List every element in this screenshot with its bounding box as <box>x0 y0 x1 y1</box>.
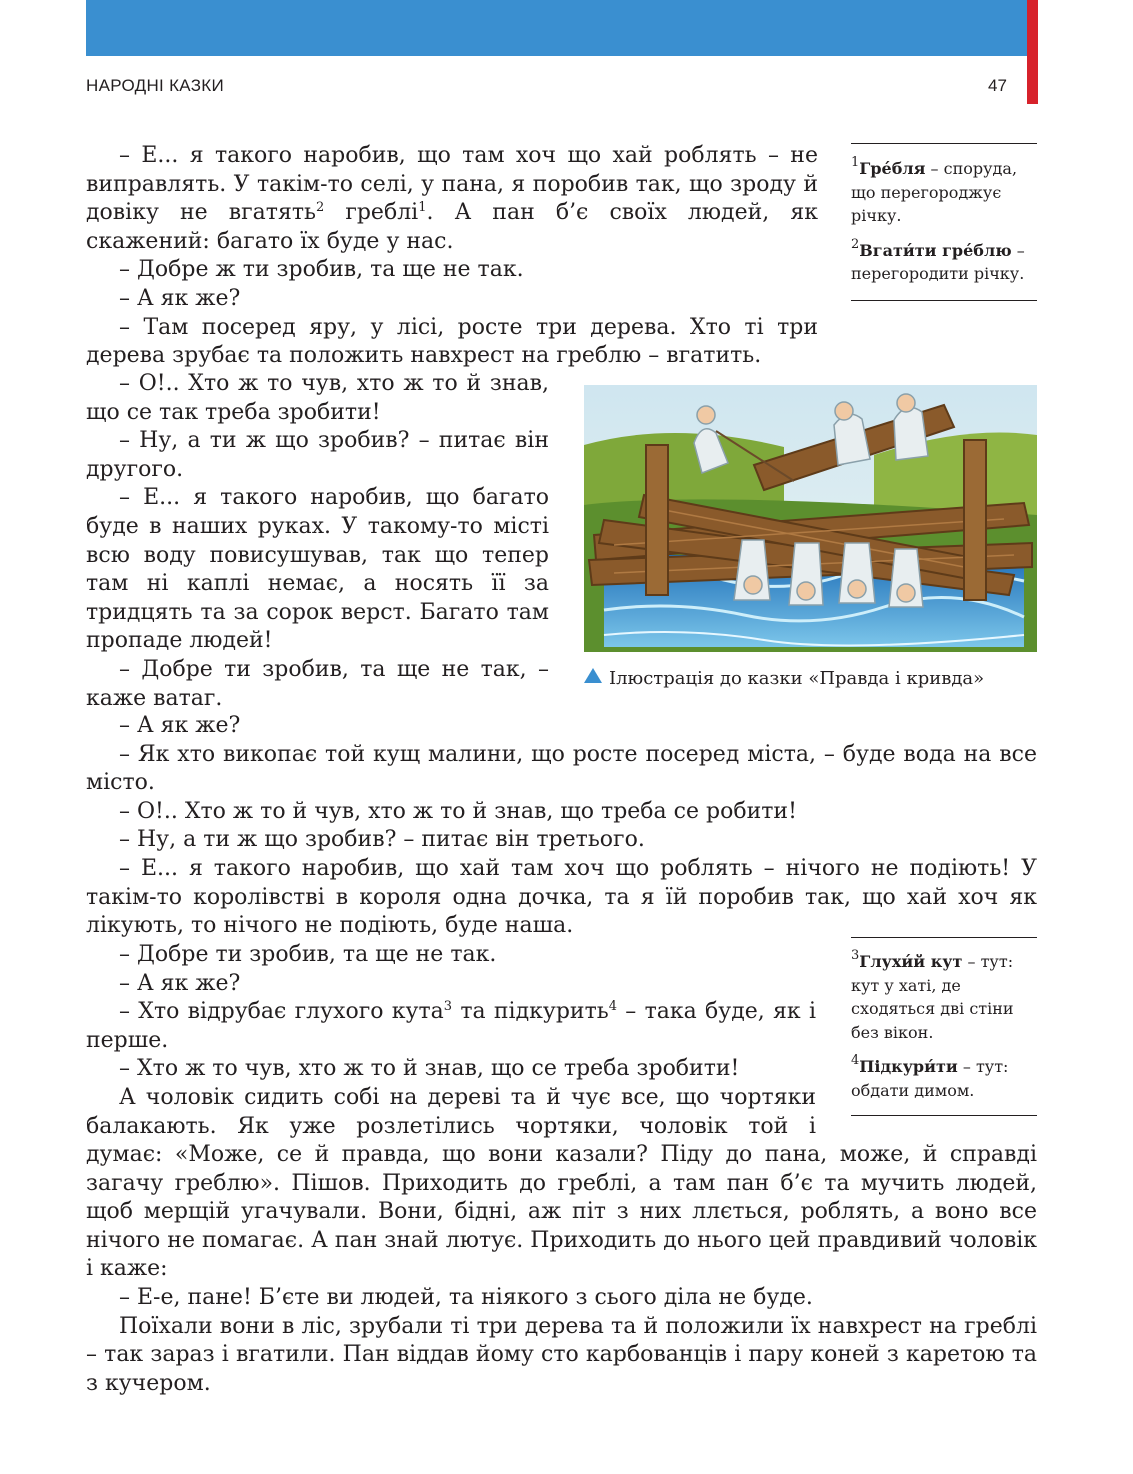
story-text-block-1 <box>86 142 818 371</box>
footnote-ref-1[interactable]: 1 <box>418 200 427 216</box>
footnote-ref-4[interactable]: 4 <box>608 999 617 1015</box>
paragraph: – Хто ж то чув, хто ж то й знав, що се треба зробити! <box>119 1056 740 1082</box>
paragraph: – А як же? <box>119 285 241 311</box>
paragraph: думає: «Може, се й правда, що вони казали? Піду до пана, може, й справді загачу греблю». Пішов. Приходить до греблі, а там пан б’є та мучить людей, щоб мерщій угачували. Вони, бідні, аж піт з них ллється, роблять, а воно все нічого не помагає. А пан знай лютує. Приходить до нього цей правдивий чоловік і каже: <box>86 1142 1037 1282</box>
paragraph: Поїхали вони в ліс, зрубали ті три дерева та й положили їх навхрест на греблі – так зараз і вгатили. Пан віддав йому сто карбованців і пару коней з каретою та з кучером. <box>86 1313 1037 1396</box>
running-head: НАРОДНІ КАЗКИ <box>86 76 225 95</box>
footnote-1: $^1$Гре́бля – споруда, що перегороджує річку. <box>851 155 1018 225</box>
footnote-ref-2[interactable]: 2 <box>315 200 325 216</box>
paragraph: – А як же? <box>119 970 241 996</box>
paragraph: – Е-е, пане! Б’єте ви людей, та ніякого з сього діла не буде. <box>119 1284 813 1310</box>
paragraph: – О!.. Хто ж то чув, хто ж то й знав, що се так треба зробити! <box>86 371 549 425</box>
paragraph: – Е... я такого наробив, що там хоч що хай роблять – не виправлять. У такім-то селі, у пана, я поробив так, що зроду й довіку не вгатять$^2$ греблі$^1$. А пан б’є своїх людей, як скажений: багато їх буде у нас. <box>86 143 818 254</box>
paragraph: – Ну, а ти ж що зробив? – питає він другого. <box>86 428 549 482</box>
story-text-block-2 <box>86 370 549 713</box>
paragraph: А чоловік сидить собі на дереві та й чує все, що чортяки балакають. Як уже розлетілись чортяки, чоловік той і <box>86 1084 816 1139</box>
footnotes-box-1 <box>851 143 1037 301</box>
paragraph: – Хто відрубає глухого кута$^3$ та підкурить$^4$ – така буде, як і перше. <box>86 999 816 1053</box>
illustration-dam-building <box>584 385 1037 652</box>
story-text-block-4 <box>86 941 816 1141</box>
paragraph: – Добре ж ти зробив, та ще не так. <box>119 257 524 283</box>
page-number: 47 <box>988 76 1007 95</box>
footnote-ref-3[interactable]: 3 <box>443 999 453 1015</box>
paragraph: – Е... я такого наробив, що багато буде в наших руках. У такому-то місті всю воду повисушував, так що тепер там ні каплі немає, а носять її за тридцять та за сорок верст. Багато там пропаде людей! <box>86 485 549 654</box>
caption-triangle-icon <box>584 668 602 683</box>
figure-caption: Ілюстрація до казки «Правда і кривда» <box>584 667 1037 691</box>
paragraph: – Ну, а ти ж що зробив? – питає він третього. <box>119 827 645 853</box>
paragraph: – Е... я такого наробив, що хай там хоч що роблять – нічого не подіють! У такім-то королівстві в короля одна дочка, та я їй поробив так, що хай хоч як лікують, то нічого не подіють, буде наша. <box>86 855 1037 939</box>
page-edge-marker <box>1027 0 1038 104</box>
paragraph: – Добре ти зробив, та ще не так. <box>119 942 497 967</box>
story-text-block-3 <box>86 712 1037 941</box>
paragraph: – Добре ти зробив, та ще не так, – каже ватаг. <box>86 656 549 711</box>
footnote-2: $^2$Вгати́ти гре́блю – перегородити річку. <box>851 236 1025 283</box>
footnotes-box-2 <box>851 937 1037 1116</box>
paragraph: – Як хто викопає той кущ малини, що росте посеред міста, – буде вода на все місто. <box>86 741 1037 796</box>
paragraph: – Там посеред яру, у лісі, росте три дерева. Хто ті три дерева зрубає та положить навхрест на греблю – вгатить. <box>86 314 818 369</box>
footnote-3: $^3$Глухи́й кут – тут: кут у хаті, де сходяться дві стіни без вікон. <box>851 948 1014 1042</box>
story-text-block-5 <box>86 1141 1037 1398</box>
paragraph: – А як же? <box>119 713 241 738</box>
header-band <box>86 0 1037 56</box>
paragraph: – О!.. Хто ж то й чув, хто ж то й знав, що треба се робити! <box>119 798 797 824</box>
footnote-4: $^4$Підкури́ти – тут: обдати димом. <box>851 1053 1009 1100</box>
